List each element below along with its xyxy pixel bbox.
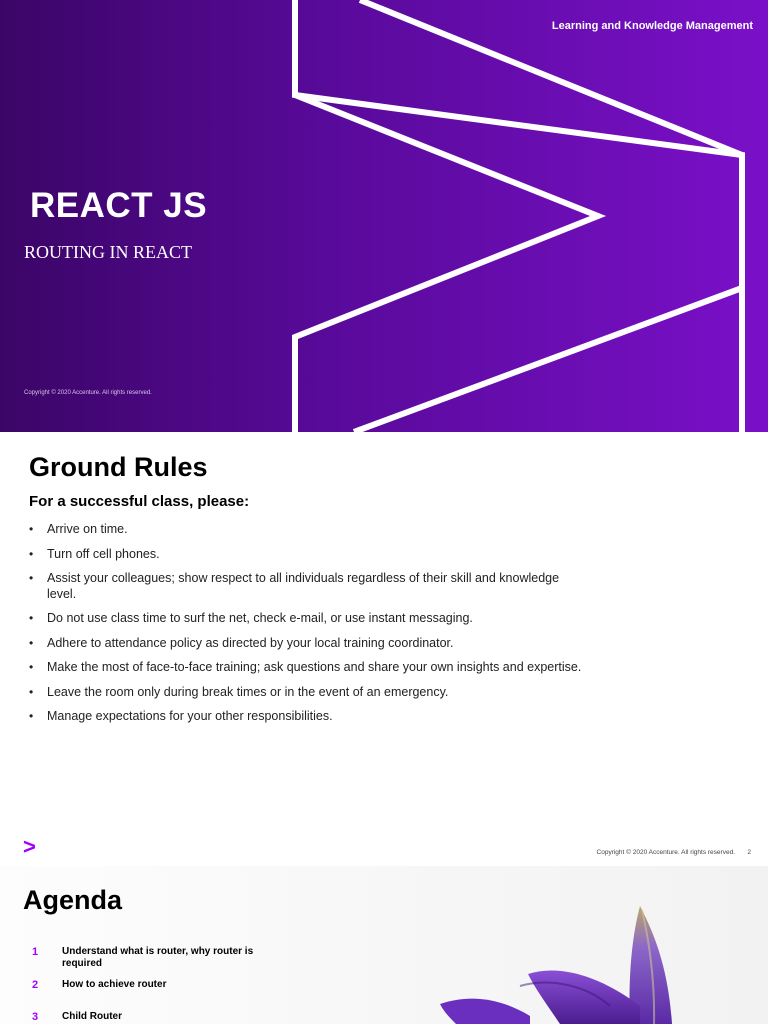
slide-subtitle: For a successful class, please: [29, 493, 250, 510]
agenda-text: Understand what is router, why router is required [62, 946, 254, 969]
agenda-number: 3 [32, 1011, 39, 1023]
rule-text: Do not use class time to surf the net, check e-mail, or use instant messaging. [47, 611, 473, 625]
ground-rules-list [29, 522, 589, 734]
bullet-icon: • [29, 546, 34, 561]
rule-text: Adhere to attendance policy as directed by your local training coordinator. [47, 635, 454, 650]
copyright-text: Copyright © 2020 Accenture. All rights reserved. [596, 849, 735, 856]
agenda-number: 2 [32, 979, 39, 991]
bullet-icon: • [29, 709, 34, 723]
list-item [29, 636, 589, 652]
rule-text: Leave the room only during break times or in the event of an emergency. [47, 684, 449, 699]
rule-text: Manage expectations for your other responsibilities. [47, 709, 333, 723]
page-number: 2 [747, 849, 751, 856]
agenda-number: 1 [32, 946, 39, 958]
agenda-text: Child Router [62, 1011, 122, 1022]
bullet-icon: • [29, 522, 34, 536]
agenda-slide [0, 866, 768, 1024]
header-label: Learning and Knowledge Management [551, 20, 753, 32]
accenture-logo-icon: > [23, 834, 36, 859]
slide-title: Agenda [23, 885, 123, 915]
rule-text: Arrive on time. [47, 522, 128, 536]
ground-rules-slide [0, 432, 768, 866]
title-slide [0, 0, 768, 432]
list-item [29, 660, 589, 676]
slide-title: REACT JS [30, 186, 208, 225]
bullet-icon: • [29, 660, 34, 674]
list-item [29, 611, 589, 627]
rule-text: Turn off cell phones. [47, 546, 160, 561]
rule-text: Make the most of face-to-face training; ask questions and share your own insights and expertise. [47, 660, 582, 674]
bullet-icon: • [29, 611, 34, 625]
copyright-text: Copyright © 2020 Accenture. All rights reserved. [24, 390, 152, 396]
list-item [29, 571, 589, 602]
list-item [29, 522, 589, 538]
slide-title: Ground Rules [29, 452, 208, 482]
bullet-icon: • [29, 684, 34, 699]
rule-text: Assist your colleagues; show respect to all individuals regardless of their skill and knowledge level. [47, 571, 560, 601]
agenda-text: How to achieve router [62, 979, 167, 990]
bullet-icon: • [29, 571, 34, 585]
bullet-icon: • [29, 635, 34, 650]
list-item [29, 685, 589, 701]
slide-subtitle: ROUTING IN REACT [24, 242, 192, 262]
list-item [29, 547, 589, 563]
list-item [29, 709, 589, 725]
